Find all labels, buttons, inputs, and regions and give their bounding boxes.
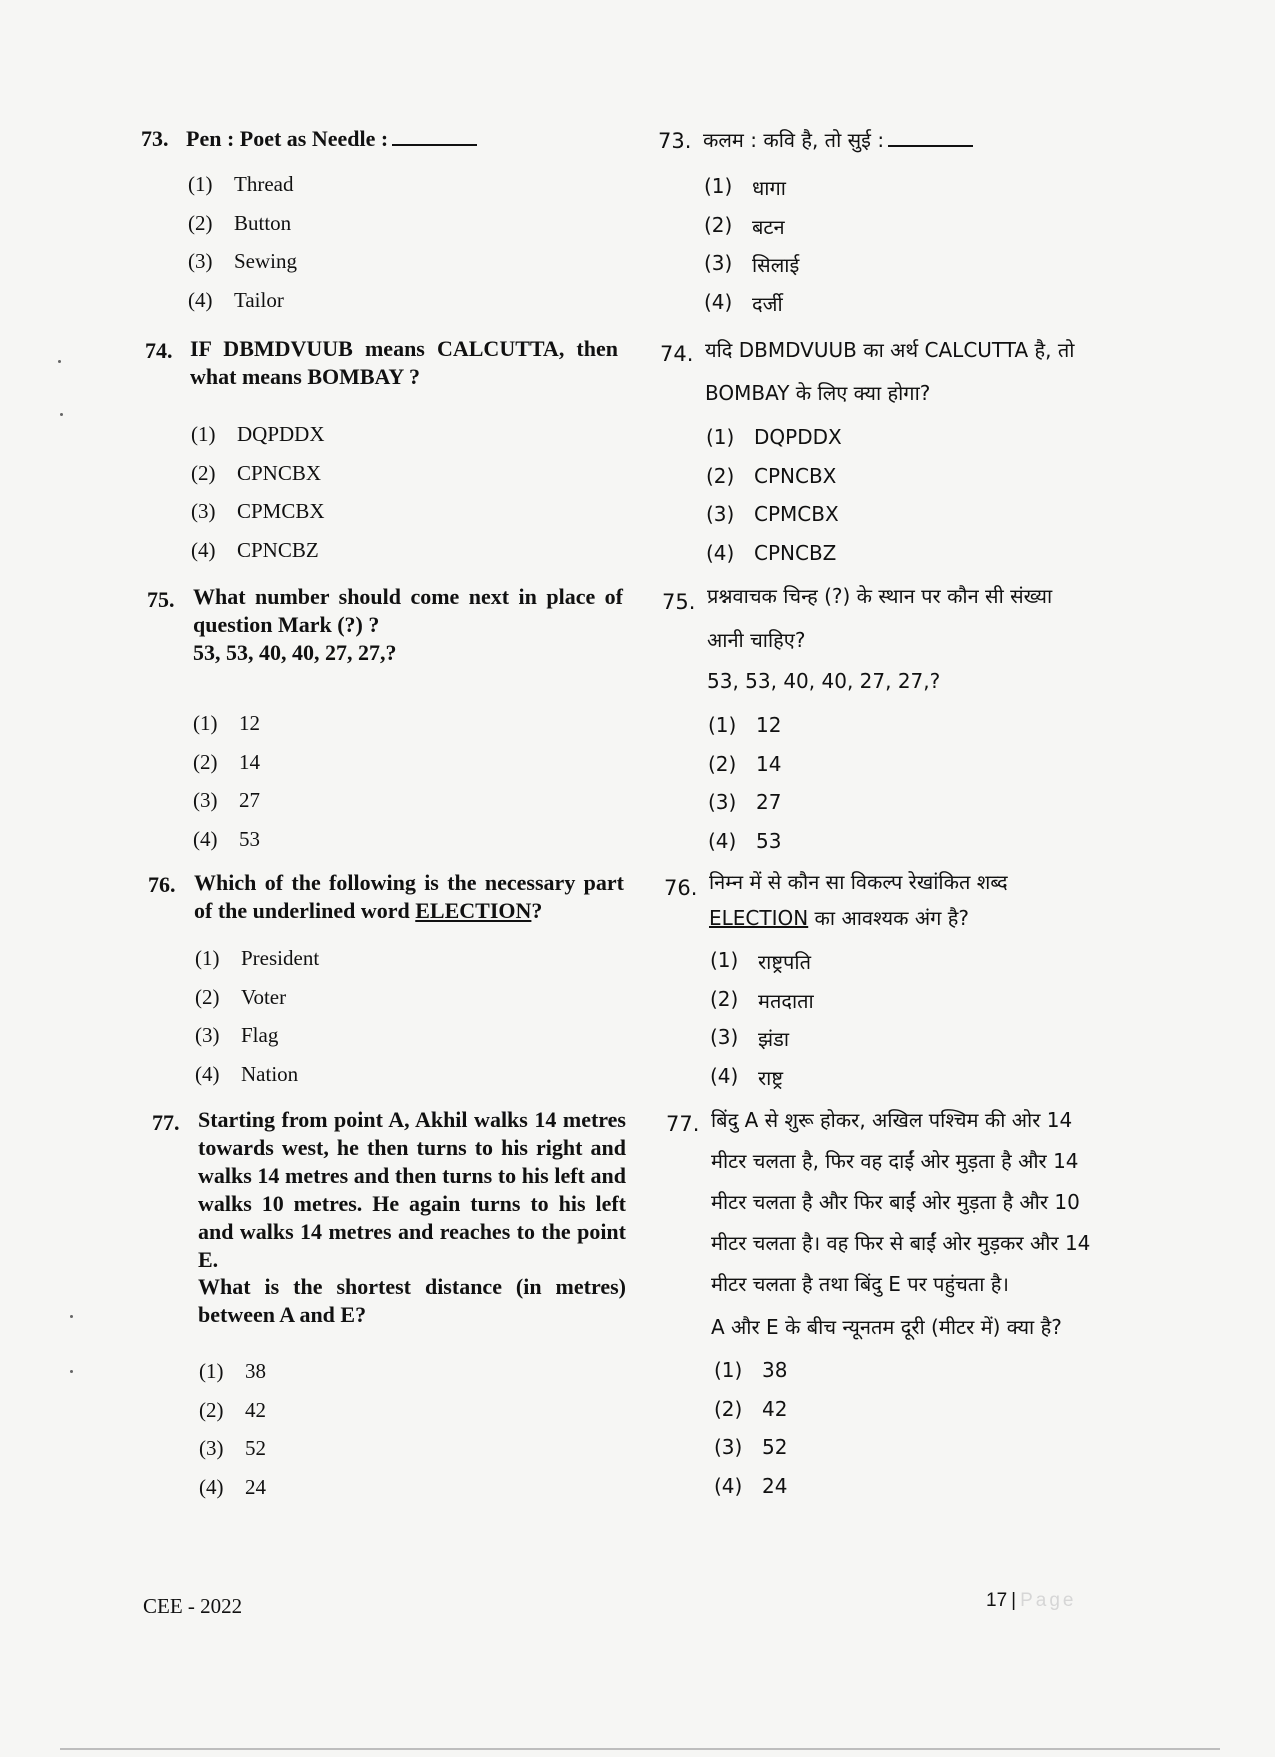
option: (4) राष्ट्र	[710, 1063, 784, 1090]
question-text: कलम : कवि है, तो सुई :	[703, 120, 1033, 160]
option: (1) 38	[199, 1359, 266, 1383]
exam-code: CEE - 2022	[143, 1594, 243, 1618]
option: (3) 27	[193, 788, 260, 812]
page-number: 17 | Page	[986, 1590, 1077, 1611]
option: (4) CPNCBZ	[706, 540, 837, 565]
option: (4) Tailor	[188, 287, 284, 312]
option: (1) President	[195, 946, 320, 970]
number-series: 53, 53, 40, 40, 27, 27,?	[707, 669, 941, 693]
question-text-line: निम्न में से कौन सा विकल्प रेखांकित शब्द	[709, 870, 1008, 894]
option: (3) Flag	[195, 1023, 279, 1047]
question-text: Starting from point A, Akhil walks 14 metres towards west, he then turns to his right and walks 14 metres and then turns to his left and walks 10 metres. He again turns to his left and walks 14 metres and reaches to the point E.	[198, 1107, 626, 1272]
option: (2) CPNCBX	[706, 463, 837, 488]
question-number: 77.	[666, 1112, 700, 1136]
options-list	[710, 948, 1010, 1102]
question-text-line: मीटर चलता है और फिर बाईं ओर मुड़ता है और 10	[711, 1190, 1080, 1214]
option: (2) मतदाता	[710, 986, 814, 1013]
option: (4) 53	[708, 828, 782, 853]
option: (2) 14	[193, 749, 260, 774]
option: (3) 52	[199, 1436, 266, 1460]
option: (3) 27	[708, 790, 782, 814]
scan-speck	[70, 1315, 73, 1318]
option: (1) DQPDDX	[191, 422, 325, 446]
question-number: 77.	[152, 1110, 180, 1135]
question-text: What number should come next in place of question Mark (?) ?	[193, 584, 623, 637]
option: (2) बटन	[704, 212, 785, 239]
options-list	[706, 425, 1006, 579]
underlined-word: ELECTION	[709, 906, 809, 930]
question-text-line: बिंदु A से शुरू होकर, अखिल पश्चिम की ओर 14	[711, 1108, 1073, 1132]
option: (2) CPNCBX	[191, 460, 322, 485]
option: (4) 24	[714, 1473, 788, 1498]
options-list	[708, 713, 1008, 867]
answer-blank	[888, 127, 973, 147]
page-edge-line	[60, 1748, 1220, 1750]
option: (3) CPMCBX	[706, 502, 839, 526]
question-number: 73.	[141, 126, 169, 151]
option: (1) DQPDDX	[706, 425, 842, 449]
question-text-line: ELECTION का आवश्यक अंग है?	[709, 906, 969, 930]
option: (4) 53	[193, 826, 260, 851]
question-number: 73.	[658, 129, 692, 153]
question-number: 74.	[660, 342, 694, 366]
option: (2) Button	[188, 210, 292, 235]
question-text-line: A और E के बीच न्यूनतम दूरी (मीटर में) क्या है?	[711, 1315, 1062, 1339]
question-text: IF DBMDVUUB means CALCUTTA, then what means BOMBAY ?	[190, 336, 618, 389]
option: (3) सिलाई	[704, 251, 800, 277]
option: (1) 12	[193, 711, 260, 735]
option: (3) 52	[714, 1435, 788, 1459]
question-text-line: मीटर चलता है, फिर वह दाईं ओर मुड़ता है और 14	[711, 1149, 1079, 1173]
question-text-line: मीटर चलता है। वह फिर से बाईं ओर मुड़कर और 14	[711, 1231, 1091, 1255]
question-prompt: What is the shortest distance (in metres) between A and E?	[198, 1274, 626, 1327]
question-number: 76.	[148, 872, 176, 897]
option: (3) CPMCBX	[191, 499, 325, 523]
question-number: 76.	[664, 876, 698, 900]
option: (3) झंडा	[710, 1025, 789, 1051]
scan-speck	[70, 1370, 73, 1373]
question-number: 74.	[145, 338, 173, 363]
option: (3) Sewing	[188, 249, 297, 273]
option: (1) Thread	[188, 172, 294, 196]
option: (4) CPNCBZ	[191, 537, 319, 562]
options-list	[714, 1358, 1014, 1512]
question-text-line: BOMBAY के लिए क्या होगा?	[705, 381, 931, 405]
option: (2) 14	[708, 751, 782, 776]
option: (1) धागा	[704, 174, 786, 200]
question-text: Which of the following is the necessary part of the underlined word ELECTION?	[194, 870, 624, 923]
underlined-word: ELECTION	[415, 898, 532, 923]
scan-speck	[58, 360, 61, 363]
option: (1) 38	[714, 1358, 788, 1382]
question-text-line: यदि DBMDVUUB का अर्थ CALCUTTA है, तो	[705, 338, 1075, 362]
question-text-line: मीटर चलता है तथा बिंदु E पर पहुंचता है।	[711, 1272, 1009, 1296]
option: (4) 24	[199, 1474, 266, 1499]
option: (4) दर्जी	[704, 289, 783, 316]
option: (1) 12	[708, 713, 782, 737]
scan-speck	[60, 413, 63, 416]
question-text: Pen : Poet as Needle :	[186, 125, 606, 153]
option: (4) Nation	[195, 1061, 299, 1086]
options-list	[704, 174, 1004, 328]
question-text-line: आनी चाहिए?	[707, 628, 806, 652]
option: (2) Voter	[195, 984, 287, 1009]
number-series: 53, 53, 40, 40, 27, 27,?	[193, 640, 397, 665]
question-number: 75.	[147, 587, 175, 612]
option: (2) 42	[714, 1396, 788, 1421]
question-number: 75.	[662, 590, 696, 614]
option: (2) 42	[199, 1397, 266, 1422]
question-text-line: प्रश्नवाचक चिन्ह (?) के स्थान पर कौन सी संख्या	[707, 584, 1053, 608]
option: (1) राष्ट्रपति	[710, 948, 811, 974]
